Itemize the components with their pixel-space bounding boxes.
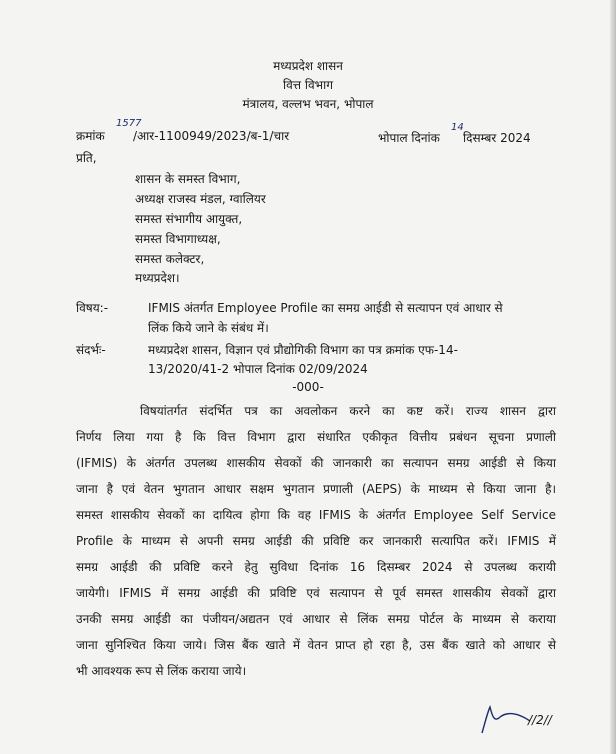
subject-label: विषय:- xyxy=(76,301,109,315)
body-line: निर्णय लिया गया है कि वित्त विभाग द्वारा संधारित एकीकृत वित्तीय प्रबंधन सूचना प्रणाली xyxy=(76,430,556,444)
recipient-line: मध्यप्रदेश। xyxy=(135,271,180,285)
reference-line: मध्यप्रदेश शासन, विज्ञान एवं प्रौद्योगिकी विभाग का पत्र क्रमांक एफ-14- xyxy=(148,343,458,357)
to-label: प्रति, xyxy=(76,151,97,165)
office-address: मंत्रालय, वल्लभ भवन, भोपाल xyxy=(242,97,374,111)
recipient-line: समस्त संभागीय आयुक्त, xyxy=(135,212,243,226)
place-date-prefix: भोपाल दिनांक xyxy=(378,131,440,145)
body-line: समस्त शासकीय सेवकों का दायित्व होगा कि वह IFMIS के अंतर्गत Employee Self Service xyxy=(76,508,556,522)
body-paragraph xyxy=(76,398,556,684)
body-line: भी आवश्यक रूप से लिंक कराया जाये। xyxy=(76,664,247,678)
ref-label: क्रमांक xyxy=(76,129,105,143)
date-month-year: दिसम्बर 2024 xyxy=(463,131,531,145)
body-line: Profile के माध्यम से अपनी समग्र आईडी की प्रविष्टि कर जानकारी सत्यापित करें। IFMIS में xyxy=(76,534,556,548)
body-line: (IFMIS) के अंतर्गत उपलब्ध शासकीय सेवकों की जानकारी का सत्यापन समग्र आईडी से किया xyxy=(76,456,556,470)
handwritten-ref-number: 1577 xyxy=(116,118,142,129)
subject-line: लिंक किये जाने के संबंध में। xyxy=(148,321,269,335)
ref-code: /आर-1100949/2023/ब-1/चार xyxy=(133,129,290,143)
department-name: वित्त विभाग xyxy=(283,78,333,92)
subject-line: IFMIS अंतर्गत Employee Profile का समग्र आईडी से सत्यापन एवं आधार से xyxy=(148,301,503,315)
recipient-line: समस्त कलेक्टर, xyxy=(135,252,205,266)
govt-name: मध्यप्रदेश शासन xyxy=(273,59,343,73)
reference-label: संदर्भः- xyxy=(76,343,106,357)
recipient-line: अध्यक्ष राजस्व मंडल, ग्वालियर xyxy=(135,192,266,206)
body-line: उनकी समग्र आईडी का पंजीयन/अद्यतन एवं आधार से लिंक समग्र पोर्टल के माध्यम से कराया xyxy=(76,612,556,626)
reference-line: 13/2020/41-2 भोपाल दिनांक 02/09/2024 xyxy=(148,362,368,376)
page-marker: //2// xyxy=(528,713,552,727)
body-line: जाना सुनिश्चित किया जाये। जिस बैंक खाते में वेतन प्राप्त हो रहा है, उस बैंक खाते को आधार से xyxy=(76,638,556,652)
handwritten-day: 14 xyxy=(451,122,464,133)
body-line: विषयांतर्गत संदर्भित पत्र का अवलोकन करने का कष्ट करें। राज्य शासन द्वारा xyxy=(140,404,556,418)
separator: -000- xyxy=(292,380,324,394)
body-line: जायेगी। IFMIS में समग्र आईडी की प्रविष्टि एवं सत्यापन से पूर्व समस्त शासकीय सेवकों द्वारा xyxy=(76,586,556,600)
body-line: समग्र आईडी की प्रविष्टि करने हेतु सुविधा दिनांक 16 दिसम्बर 2024 से उपलब्ध करायी xyxy=(76,560,556,574)
recipient-line: शासन के समस्त विभाग, xyxy=(135,172,241,186)
recipient-line: समस्त विभागाध्यक्ष, xyxy=(135,232,221,246)
body-line: जाना है एवं वेतन भुगतान आधार सक्षम भुगतान प्रणाली (AEPS) के माध्यम से किया जाना है। xyxy=(76,482,556,496)
